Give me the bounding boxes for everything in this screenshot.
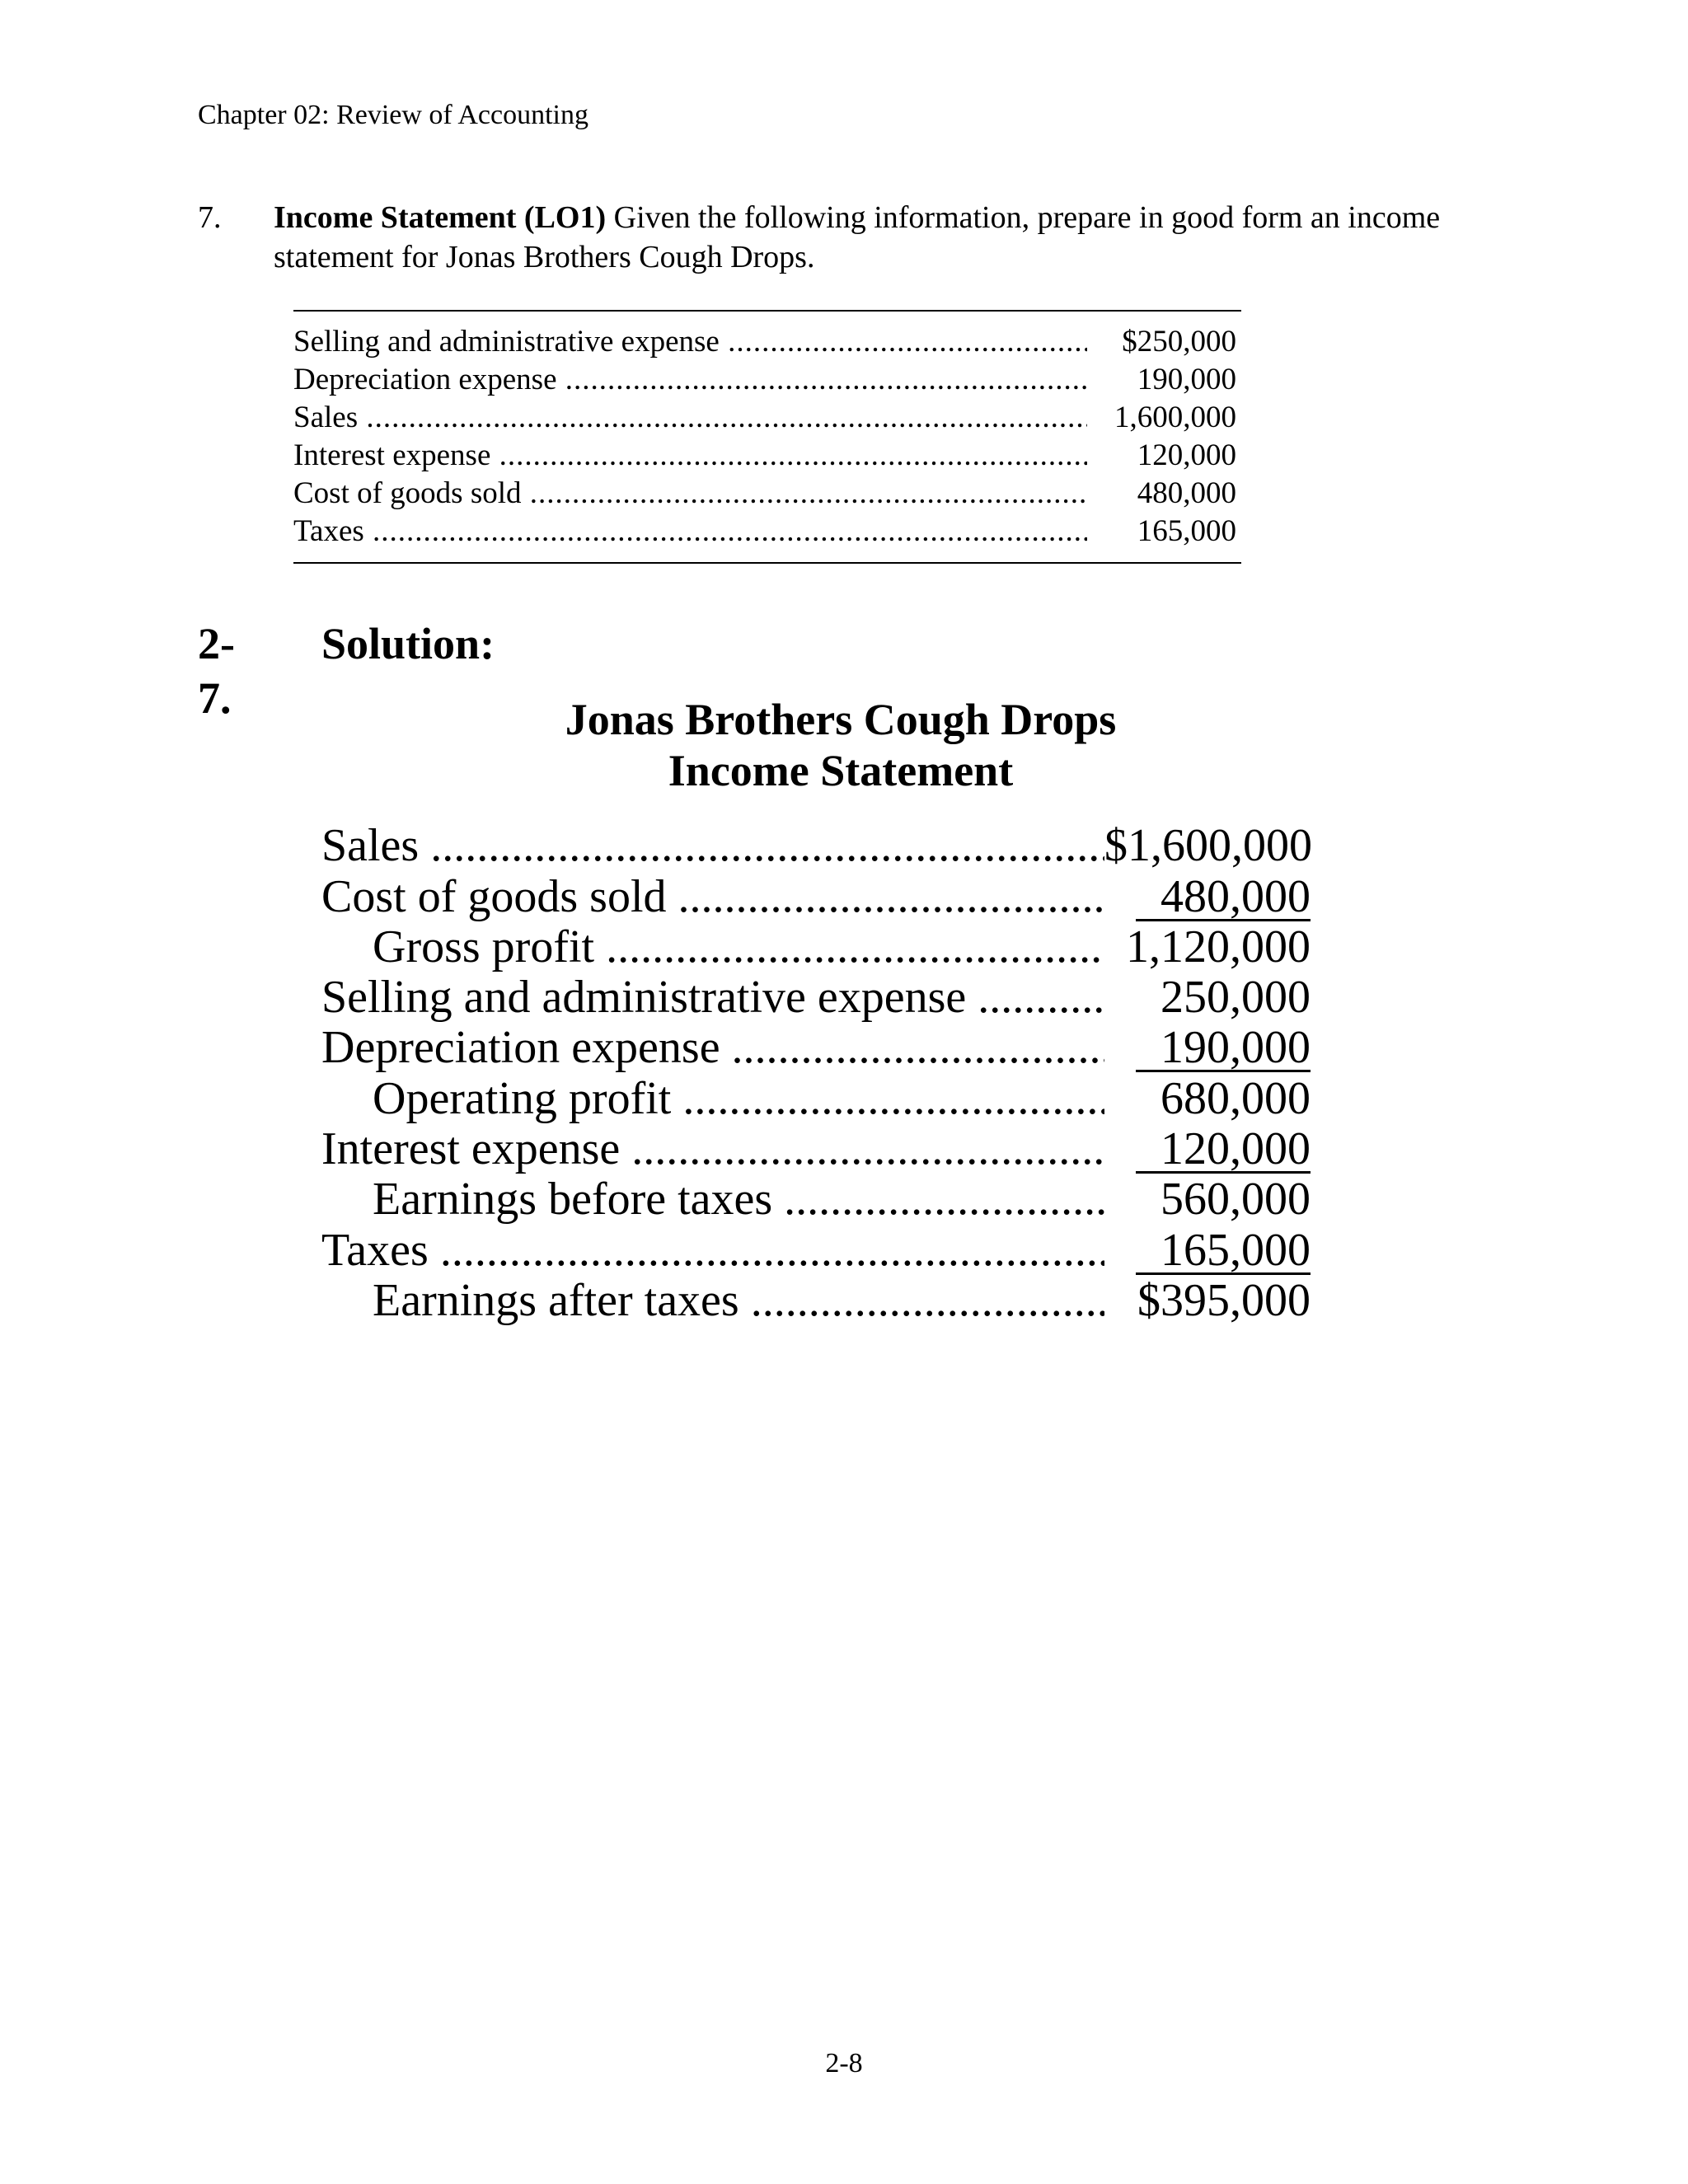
given-label: Sales ..... <box>293 399 1087 437</box>
given-row <box>293 513 1241 551</box>
chapter-header: Chapter 02: Review of Accounting <box>198 100 589 130</box>
row-amount <box>1104 1074 1311 1124</box>
amount-value: 480,000 <box>1136 874 1311 921</box>
solution-number: 2-7. <box>198 619 235 723</box>
row-amount <box>1104 1226 1311 1276</box>
amount-value: 165,000 <box>1136 1228 1311 1275</box>
given-data-table <box>293 310 1241 564</box>
row-amount <box>1104 1023 1311 1073</box>
given-amount: 480,000 <box>1137 476 1236 510</box>
given-label: Interest expense ..... <box>293 437 1087 475</box>
page-number: 2-8 <box>825 2048 863 2079</box>
solution-label: Solution: <box>321 619 495 668</box>
statement-row-gross-profit <box>321 922 1311 972</box>
row-amount <box>1104 1174 1311 1225</box>
given-amount: 1,600,000 <box>1114 401 1236 434</box>
problem-text-block <box>274 198 1477 277</box>
row-label: Interest expense ..... <box>321 1124 1104 1174</box>
given-row <box>293 475 1241 513</box>
statement-row-cogs <box>321 871 1311 921</box>
statement-row-operating-profit <box>321 1073 1311 1123</box>
company-name: Jonas Brothers Cough Drops <box>565 695 1117 744</box>
given-row <box>293 399 1241 437</box>
row-amount <box>1104 872 1311 922</box>
given-row <box>293 323 1241 361</box>
amount-value: $1,600,000 <box>1104 820 1312 872</box>
statement-row-taxes <box>321 1225 1311 1275</box>
income-statement <box>321 821 1311 1326</box>
statement-row-eat <box>321 1276 1311 1326</box>
amount-value: 560,000 <box>1160 1174 1311 1226</box>
given-label: Selling and administrative expense ..... <box>293 323 1087 361</box>
row-label: Depreciation expense ..... <box>321 1023 1104 1073</box>
row-amount <box>1104 972 1311 1023</box>
amount-value: 120,000 <box>1136 1127 1311 1174</box>
row-amount <box>1104 1124 1311 1174</box>
given-amount: 190,000 <box>1137 363 1236 396</box>
given-row <box>293 437 1241 475</box>
statement-row-depreciation <box>321 1023 1311 1073</box>
given-amount: 165,000 <box>1137 514 1236 548</box>
given-row <box>293 361 1241 399</box>
amount-value: 1,120,000 <box>1126 921 1311 972</box>
statement-row-sga <box>321 972 1311 1023</box>
amount-value: $395,000 <box>1137 1274 1311 1326</box>
problem-text: Given the following information, prepare in good form an income statement for Jonas Brothers Cough Drops. <box>274 200 1441 274</box>
row-label: Earnings before taxes ..... <box>321 1174 1104 1225</box>
given-label: Taxes ..... <box>293 513 1087 551</box>
row-label: Selling and administrative expense ..... <box>321 972 1104 1023</box>
row-label: Taxes ..... <box>321 1226 1104 1276</box>
statement-title: Income Statement <box>668 746 1014 795</box>
row-label: Gross profit ..... <box>321 922 1104 972</box>
statement-row-interest <box>321 1124 1311 1174</box>
amount-value: 680,000 <box>1160 1072 1311 1124</box>
amount-value: 190,000 <box>1136 1025 1311 1072</box>
statement-row-sales <box>321 821 1311 871</box>
problem-number: 7. <box>198 200 222 235</box>
row-label: Earnings after taxes ..... <box>321 1276 1104 1326</box>
row-amount <box>1104 1276 1311 1326</box>
row-label: Sales ..... <box>321 821 1104 871</box>
amount-value: 250,000 <box>1160 972 1311 1024</box>
given-label: Cost of goods sold ..... <box>293 475 1087 513</box>
row-label: Operating profit ..... <box>321 1074 1104 1124</box>
problem-title: Income Statement (LO1) <box>274 200 607 235</box>
row-label: Cost of goods sold ..... <box>321 872 1104 922</box>
row-amount <box>1104 821 1312 871</box>
given-amount: $250,000 <box>1122 325 1236 359</box>
row-amount <box>1104 922 1311 972</box>
given-amount: 120,000 <box>1137 438 1236 472</box>
statement-row-ebt <box>321 1174 1311 1225</box>
given-label: Depreciation expense ..... <box>293 361 1087 399</box>
